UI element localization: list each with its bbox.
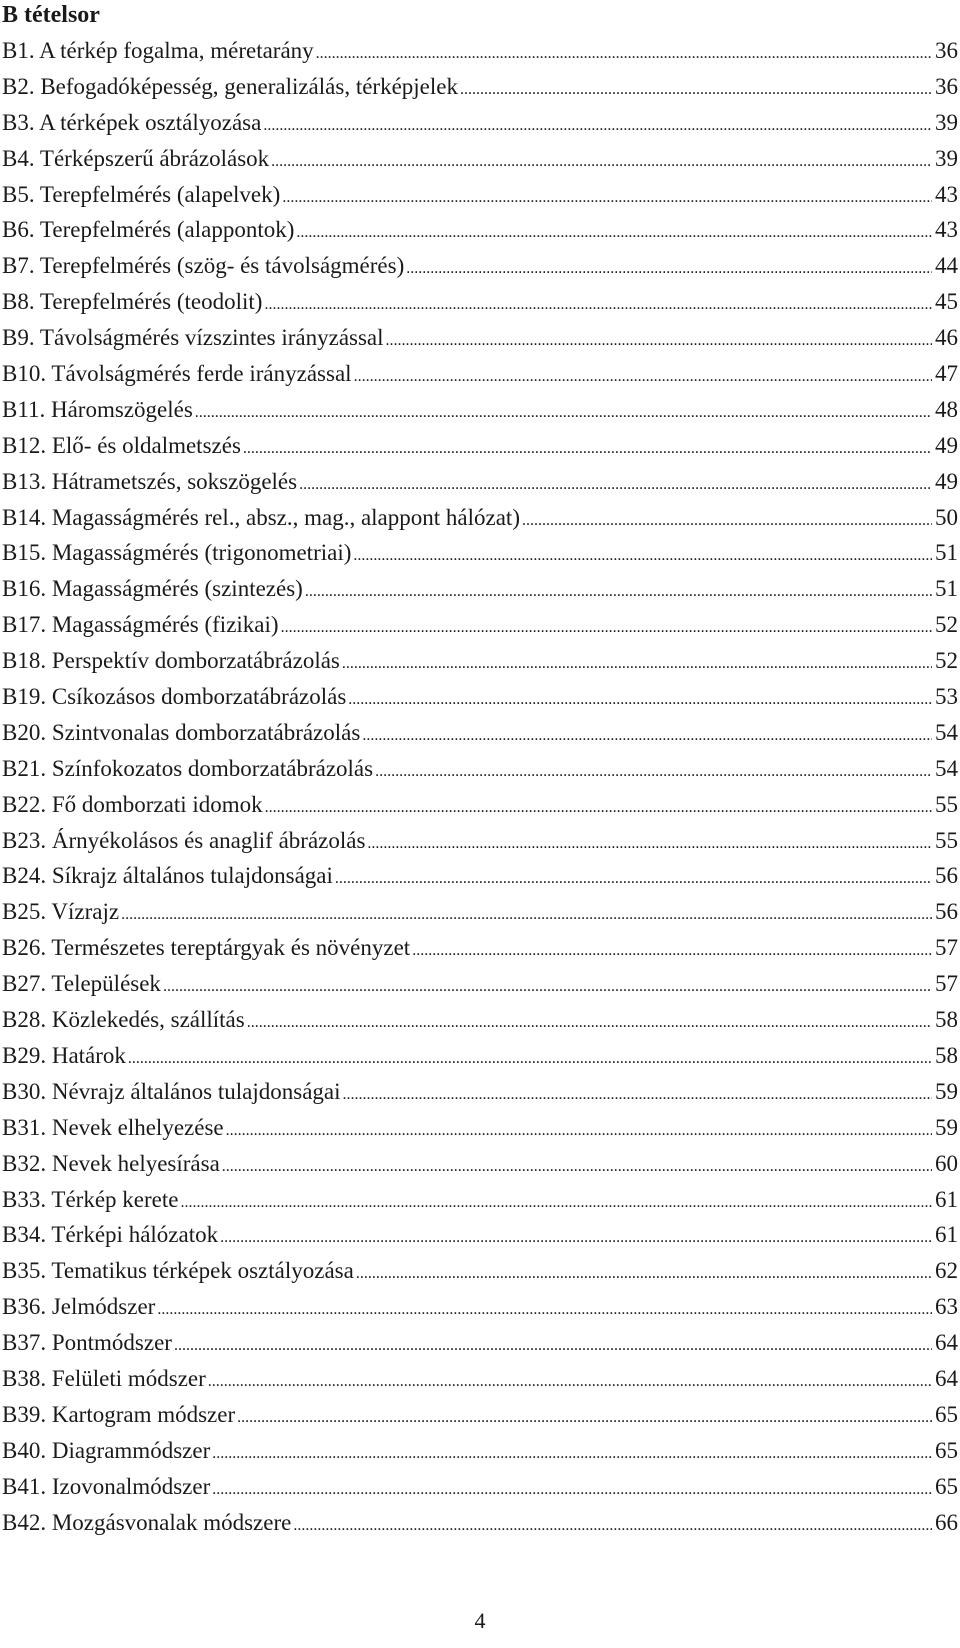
dot-leader (342, 643, 932, 682)
dot-leader (174, 1325, 932, 1364)
dot-leader (299, 464, 932, 503)
toc-entry-title: B4. Térképszerű ábrázolások (2, 145, 270, 171)
dot-leader (264, 284, 932, 323)
toc-entry[interactable] (2, 177, 958, 213)
toc-entry-title: B22. Fő domborzati idomok (2, 791, 263, 817)
dot-leader (226, 1110, 932, 1149)
page-number: 4 (474, 1608, 486, 1633)
toc-entry-title: B6. Terepfelmérés (alappontok) (2, 217, 295, 243)
toc-entry-title: B23. Árnyékolásos és anaglif ábrázolás (2, 827, 366, 853)
toc-entry-page: 56 (935, 899, 958, 925)
toc-entry-page: 54 (935, 755, 958, 781)
toc-entry-title: B18. Perspektív domborzatábrázolás (2, 648, 340, 674)
toc-entry[interactable] (2, 571, 958, 607)
toc-entry-page: 54 (935, 719, 958, 745)
toc-entry-page: 43 (935, 217, 958, 243)
toc-entry[interactable] (2, 500, 958, 536)
dot-leader (522, 500, 932, 539)
dot-leader (282, 177, 932, 216)
toc-entry-title: B30. Névrajz általános tulajdonságai (2, 1078, 341, 1104)
toc-entry-page: 52 (935, 648, 958, 674)
toc-entry-title: B19. Csíkozásos domborzatábrázolás (2, 684, 347, 710)
toc-entry-page: 64 (935, 1330, 958, 1356)
toc-entry[interactable] (2, 1433, 958, 1469)
toc-entry-title: B7. Terepfelmérés (szög- és távolságmérés) (2, 253, 405, 279)
toc-entry-title: B28. Közlekedés, szállítás (2, 1007, 245, 1033)
dot-leader (212, 1433, 932, 1472)
toc-entry[interactable] (2, 1146, 958, 1182)
dot-leader (348, 679, 932, 718)
toc-entry[interactable] (2, 1182, 958, 1218)
toc-entry[interactable] (2, 284, 958, 320)
toc-entry[interactable] (2, 1397, 958, 1433)
toc-entry-title: B17. Magasságmérés (fizikai) (2, 612, 279, 638)
dot-leader (180, 1182, 932, 1221)
section-title: B tételsor (2, 2, 100, 28)
toc-entry[interactable] (2, 715, 958, 751)
toc-entry[interactable] (2, 1253, 958, 1289)
toc-entry[interactable] (2, 1289, 958, 1325)
toc-entry[interactable] (2, 320, 958, 356)
toc-entry-title: B27. Települések (2, 971, 161, 997)
toc-entry[interactable] (2, 787, 958, 823)
dot-leader (265, 787, 932, 826)
toc-entry-page: 49 (935, 432, 958, 458)
toc-entry-title: B34. Térképi hálózatok (2, 1222, 219, 1248)
toc-entry-page: 64 (935, 1365, 958, 1391)
toc-entry-title: B42. Mozgásvonalak módszere (2, 1509, 292, 1535)
toc-entry-title: B37. Pontmódszer (2, 1330, 172, 1356)
toc-entry[interactable] (2, 1505, 958, 1541)
dot-leader (335, 858, 932, 897)
toc-entry-page: 51 (935, 576, 958, 602)
toc-entry[interactable] (2, 643, 958, 679)
dot-leader (195, 392, 932, 431)
toc-entry-page: 59 (935, 1114, 958, 1140)
toc-entry-page: 57 (935, 935, 958, 961)
toc-entry[interactable] (2, 1217, 958, 1253)
dot-leader (212, 1469, 932, 1508)
toc-entry-title: B40. Diagrammódszer (2, 1437, 211, 1463)
toc-entry-page: 50 (935, 504, 958, 530)
toc-entry[interactable] (2, 858, 958, 894)
toc-entry[interactable] (2, 607, 958, 643)
toc-entry-page: 59 (935, 1078, 958, 1104)
toc-entry-title: B29. Határok (2, 1042, 126, 1068)
toc-entry-title: B32. Nevek helyesírása (2, 1150, 220, 1176)
dot-leader (375, 751, 932, 790)
dot-leader (386, 320, 932, 359)
dot-leader (163, 966, 932, 1005)
toc-entry-title: B38. Felületi módszer (2, 1365, 206, 1391)
toc-entry[interactable] (2, 33, 958, 69)
toc-entry-title: B3. A térképek osztályozása (2, 109, 262, 135)
dot-leader (296, 212, 932, 251)
toc-entry-page: 39 (935, 145, 958, 171)
dot-leader (208, 1361, 932, 1400)
toc-entry[interactable] (2, 141, 958, 177)
dot-leader (412, 930, 932, 969)
dot-leader (271, 141, 932, 180)
toc-entry-page: 36 (935, 38, 958, 63)
toc-entry-page: 56 (935, 863, 958, 889)
toc-entry-page: 58 (935, 1007, 958, 1033)
dot-leader (263, 105, 932, 144)
toc-entry-page: 61 (935, 1186, 958, 1212)
dot-leader (293, 1505, 932, 1544)
dot-leader (243, 428, 932, 467)
dot-leader (316, 33, 932, 72)
dot-leader (367, 823, 932, 862)
dot-leader (157, 1289, 932, 1328)
dot-leader (121, 894, 932, 933)
toc-entry-title: B41. Izovonalmódszer (2, 1473, 211, 1499)
toc-entry-title: B25. Vízrajz (2, 899, 120, 925)
toc-entry[interactable] (2, 212, 958, 248)
toc-entry-page: 60 (935, 1150, 958, 1176)
toc-entry-title: B11. Háromszögelés (2, 396, 193, 422)
dot-leader (220, 1217, 932, 1256)
dot-leader (247, 1002, 932, 1041)
dot-leader (406, 248, 932, 287)
table-of-contents (2, 33, 958, 1540)
dot-leader (237, 1397, 932, 1436)
dot-leader (354, 356, 932, 395)
toc-entry[interactable] (2, 248, 958, 284)
toc-entry-title: B36. Jelmódszer (2, 1294, 156, 1320)
toc-entry-page: 65 (935, 1473, 958, 1499)
toc-entry[interactable] (2, 930, 958, 966)
toc-entry-title: B15. Magasságmérés (trigonometriai) (2, 540, 352, 566)
toc-entry-title: B26. Természetes tereptárgyak és növényzet (2, 935, 411, 961)
toc-entry-page: 63 (935, 1294, 958, 1320)
toc-entry-title: B14. Magasságmérés rel., absz., mag., alappont hálózat) (2, 504, 520, 530)
toc-entry-page: 47 (935, 361, 958, 387)
toc-entry-title: B2. Befogadóképesség, generalizálás, térképjelek (2, 73, 458, 99)
toc-entry-page: 51 (935, 540, 958, 566)
toc-entry-title: B39. Kartogram módszer (2, 1401, 236, 1427)
toc-entry[interactable] (2, 1074, 958, 1110)
toc-entry-page: 39 (935, 109, 958, 135)
toc-entry-title: B12. Elő- és oldalmetszés (2, 432, 241, 458)
toc-entry-page: 36 (935, 73, 958, 99)
toc-entry[interactable] (2, 392, 958, 428)
dot-leader (222, 1146, 932, 1185)
toc-entry-page: 57 (935, 971, 958, 997)
toc-entry-title: B24. Síkrajz általános tulajdonságai (2, 863, 333, 889)
toc-entry-page: 66 (935, 1509, 958, 1535)
dot-leader (281, 607, 932, 646)
toc-entry-title: B20. Szintvonalas domborzatábrázolás (2, 719, 361, 745)
dot-leader (128, 1038, 932, 1077)
toc-entry[interactable] (2, 1038, 958, 1074)
toc-entry-page: 62 (935, 1258, 958, 1284)
toc-entry-title: B9. Távolságmérés vízszintes irányzással (2, 325, 384, 351)
toc-entry-title: B33. Térkép kerete (2, 1186, 179, 1212)
toc-entry[interactable] (2, 1469, 958, 1505)
dot-leader (460, 69, 932, 108)
toc-entry-page: 55 (935, 827, 958, 853)
toc-entry-page: 53 (935, 684, 958, 710)
toc-entry-title: B21. Színfokozatos domborzatábrázolás (2, 755, 374, 781)
toc-entry[interactable] (2, 1361, 958, 1397)
toc-entry[interactable] (2, 428, 958, 464)
toc-entry-page: 52 (935, 612, 958, 638)
toc-entry-page: 43 (935, 181, 958, 207)
dot-leader (343, 1074, 932, 1113)
toc-entry[interactable] (2, 69, 958, 105)
toc-entry[interactable] (2, 751, 958, 787)
toc-entry-page: 65 (935, 1401, 958, 1427)
toc-entry[interactable] (2, 1325, 958, 1361)
toc-entry-page: 55 (935, 791, 958, 817)
toc-entry-title: B1. A térkép fogalma, méretarány (2, 38, 314, 63)
toc-entry-title: B8. Terepfelmérés (teodolit) (2, 289, 263, 315)
toc-entry-page: 65 (935, 1437, 958, 1463)
toc-entry[interactable] (2, 966, 958, 1002)
toc-entry[interactable] (2, 356, 958, 392)
toc-entry-page: 48 (935, 396, 958, 422)
toc-entry-title: B35. Tematikus térképek osztályozása (2, 1258, 354, 1284)
toc-entry-page: 44 (935, 253, 958, 279)
toc-entry-title: B5. Terepfelmérés (alapelvek) (2, 181, 281, 207)
toc-entry[interactable] (2, 823, 958, 859)
toc-entry[interactable] (2, 1110, 958, 1146)
toc-entry[interactable] (2, 105, 958, 141)
toc-entry-title: B16. Magasságmérés (szintezés) (2, 576, 303, 602)
toc-entry[interactable] (2, 894, 958, 930)
toc-entry[interactable] (2, 679, 958, 715)
toc-entry-page: 46 (935, 325, 958, 351)
toc-entry-title: B13. Hátrametszés, sokszögelés (2, 468, 298, 494)
dot-leader (356, 1253, 932, 1292)
dot-leader (362, 715, 932, 754)
toc-entry-page: 49 (935, 468, 958, 494)
toc-entry[interactable] (2, 464, 958, 500)
toc-entry-title: B10. Távolságmérés ferde irányzással (2, 361, 352, 387)
toc-entry-page: 45 (935, 289, 958, 315)
toc-entry-title: B31. Nevek elhelyezése (2, 1114, 224, 1140)
toc-entry-page: 58 (935, 1042, 958, 1068)
dot-leader (353, 535, 932, 574)
toc-entry-page: 61 (935, 1222, 958, 1248)
toc-entry[interactable] (2, 535, 958, 571)
dot-leader (305, 571, 932, 610)
toc-entry[interactable] (2, 1002, 958, 1038)
